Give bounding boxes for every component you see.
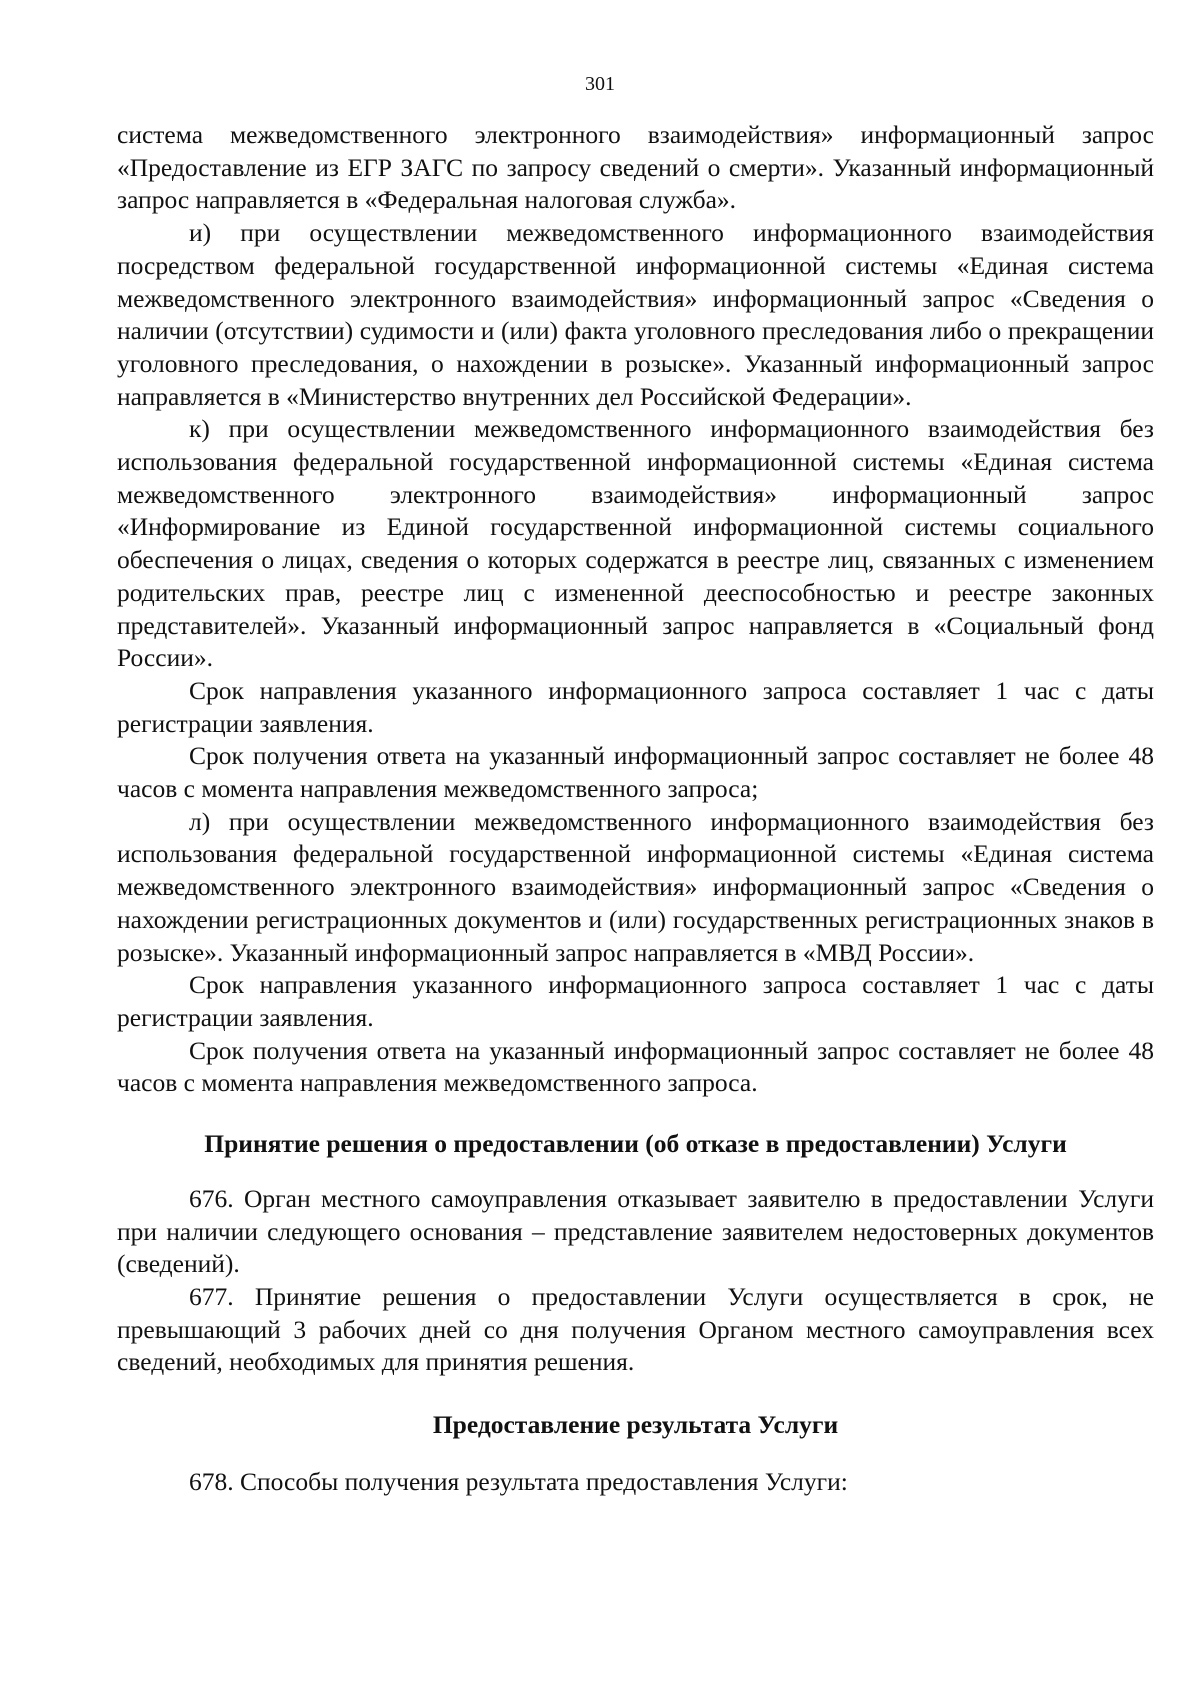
- paragraph-response-deadline: Срок получения ответа на указанный информационный запрос составляет не более 48 часов с момента направления межведомственного запроса;: [117, 741, 1154, 804]
- section-heading-decision: Принятие решения о предоставлении (об отказе в предоставлении) Услуги: [204, 1129, 1067, 1159]
- paragraph-request-deadline: Срок направления указанного информационного запроса составляет 1 час с даты регистрации заявления.: [117, 970, 1154, 1032]
- paragraph-677: 677. Принятие решения о предоставлении Услуги осуществляется в срок, не превышающий 3 рабочих дней со дня получения Органом местного самоуправления всех сведений, необходимых для принятия решения.: [117, 1281, 1154, 1377]
- paragraph-item-i: и) при осуществлении межведомственного информационного взаимодействия посредством федеральной государственной информационной системы «Единая система межведомственного электронного взаимодействия» информационный запрос «Сведения о наличии (отсутствии) судимости и (или) факта уголовного преследования либо о прекращении уголовного преследования, о нахождении в розыске». Указанный информационный запрос направляется в «Министерство внутренних дел Российской Федерации».: [117, 218, 1154, 411]
- section-heading-result: Предоставление результата Услуги: [432, 1410, 839, 1440]
- paragraph-continuation: система межведомственного электронного взаимодействия» информационный запрос «Предоставление из ЕГР ЗАГС по запросу сведений о смерти». Указанный информационный запрос направляется в «Федеральная налоговая служба».: [117, 120, 1154, 215]
- paragraph-request-deadline: Срок направления указанного информационного запроса составляет 1 час с даты регистрации заявления.: [117, 675, 1154, 738]
- paragraph-item-l: л) при осуществлении межведомственного информационного взаимодействия без использования федеральной государственной информационной системы «Единая система межведомственного электронного взаимодействия» информационный запрос «Сведения о нахождении регистрационных документов и (или) государственных регистрационных знаков в розыске». Указанный информационный запрос направляется в «МВД России».: [117, 806, 1154, 967]
- document-body: [117, 119, 1154, 1498]
- paragraph-678: 678. Способы получения результата предоставления Услуги:: [189, 1466, 848, 1496]
- paragraph-item-k: к) при осуществлении межведомственного информационного взаимодействия без использования федеральной государственной информационной системы «Единая система межведомственного электронного взаимодействия» информационный запрос «Информирование из Единой государственной информационной системы социального обеспечения о лицах, сведения о которых содержатся в реестре лиц, связанных с изменением родительских прав, реестре лиц с измененной дееспособностью и реестре законных представителей». Указанный информационный запрос направляется в «Социальный фонд России».: [117, 414, 1154, 673]
- paragraph-676: 676. Орган местного самоуправления отказывает заявителю в предоставлении Услуги при наличии следующего основания – представление заявителем недостоверных документов (сведений).: [117, 1183, 1154, 1279]
- paragraph-response-deadline: Срок получения ответа на указанный информационный запрос составляет не более 48 часов с момента направления межведомственного запроса.: [117, 1035, 1154, 1098]
- page-number: 301: [585, 73, 615, 95]
